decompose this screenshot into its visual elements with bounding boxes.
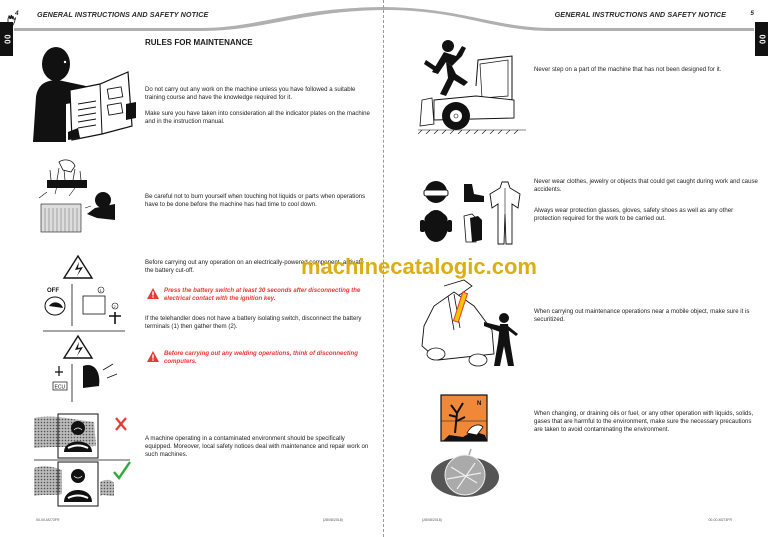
paragraph-training: Do not carry out any work on the machine unless you have followed a suitable training course and have the knowledge required for it. (145, 86, 356, 102)
paragraph-hot-liquids: Be careful not to burn yourself when touching hot liquids or parts when operations have to be done before the machine has had time to cool down. (145, 193, 366, 209)
footer-doc-code: 00-00-M273FR (708, 518, 732, 522)
svg-text:OFF: OFF (47, 288, 59, 294)
chapter-tab: 00 (0, 22, 13, 56)
svg-text:N: N (477, 401, 482, 407)
paragraph-battery-cutoff: Before carrying out any operation on an electrically-powered component, activate the battery cut-off. (145, 259, 364, 275)
header-swoosh (384, 0, 768, 40)
hot-parts-illustration (35, 158, 130, 236)
contaminated-environment-illustration (34, 412, 134, 508)
person-reading-manual-illustration (28, 42, 138, 142)
warning-text: Press the battery switch at least 30 seconds after disconnecting the electrical contact with the ignition key. (164, 287, 361, 302)
paragraph-protection: Always wear protection glasses, gloves, safety shoes as well as any other protection required for the work to be carried out. (534, 207, 734, 223)
warning-triangle-icon (147, 288, 159, 299)
paragraph-battery-terminals: If the telehandler does not have a battery isolating switch, disconnect the battery terminals (1) then gather them (2). (145, 315, 362, 331)
page-number: 5 (750, 10, 754, 17)
warning-welding (147, 350, 372, 366)
warning-text: Before carrying out any welding operations, think of disconnecting computers. (164, 350, 359, 365)
warning-battery-switch (147, 287, 372, 303)
svg-text:1: 1 (99, 288, 102, 293)
environmental-hazard-illustration (429, 393, 519, 513)
warning-triangle-icon (147, 351, 159, 362)
step-on-machine-illustration (418, 38, 526, 134)
check-icon (114, 462, 130, 478)
section-title: RULES FOR MAINTENANCE (145, 38, 253, 47)
paragraph-mobile-object: When carrying out maintenance operations near a mobile object, make sure it is securitized. (534, 308, 750, 324)
chapter-tab: 00 (755, 22, 768, 56)
paragraph-clothing: Never wear clothes, jewelry or objects that could get caught during work and cause accidents. (534, 178, 758, 194)
paragraph-never-step: Never step on a part of the machine that has not been designed for it. (534, 66, 722, 73)
mobile-object-illustration (414, 276, 518, 370)
protective-equipment-illustration (420, 178, 525, 248)
svg-text:2: 2 (113, 304, 116, 309)
paragraph-indicator-plates: Make sure you have taken into consideration all the indicator plates on the machine and in the instruction manual. (145, 110, 370, 126)
paragraph-environment: When changing, or draining oils or fuel, or any other operation with liquids, solids, gases that are harmful to the environment, make sure the necessary precautions are taken to avoid contaminating the environment. (534, 410, 754, 434)
footer-date: (28/08/2018) (323, 518, 343, 522)
header-swoosh (0, 0, 384, 40)
footer-doc-code: 00-00-M273FR (36, 518, 60, 522)
cross-icon (116, 418, 126, 430)
svg-text:ECU: ECU (54, 384, 66, 391)
header-title: GENERAL INSTRUCTIONS AND SAFETY NOTICE (37, 10, 209, 19)
header-title: GENERAL INSTRUCTIONS AND SAFETY NOTICE (554, 10, 726, 19)
battery-cutoff-illustration (35, 254, 130, 404)
paragraph-contaminated-environment: A machine operating in a contaminated environment should be specifically equipped. Moreover, local safety notices deal with maintenance and repair work on such machines. (145, 435, 369, 459)
page-number: 4 (15, 10, 19, 17)
footer-date: (28/08/2018) (422, 518, 442, 522)
watermark: machinecatalogic.com (301, 254, 537, 279)
